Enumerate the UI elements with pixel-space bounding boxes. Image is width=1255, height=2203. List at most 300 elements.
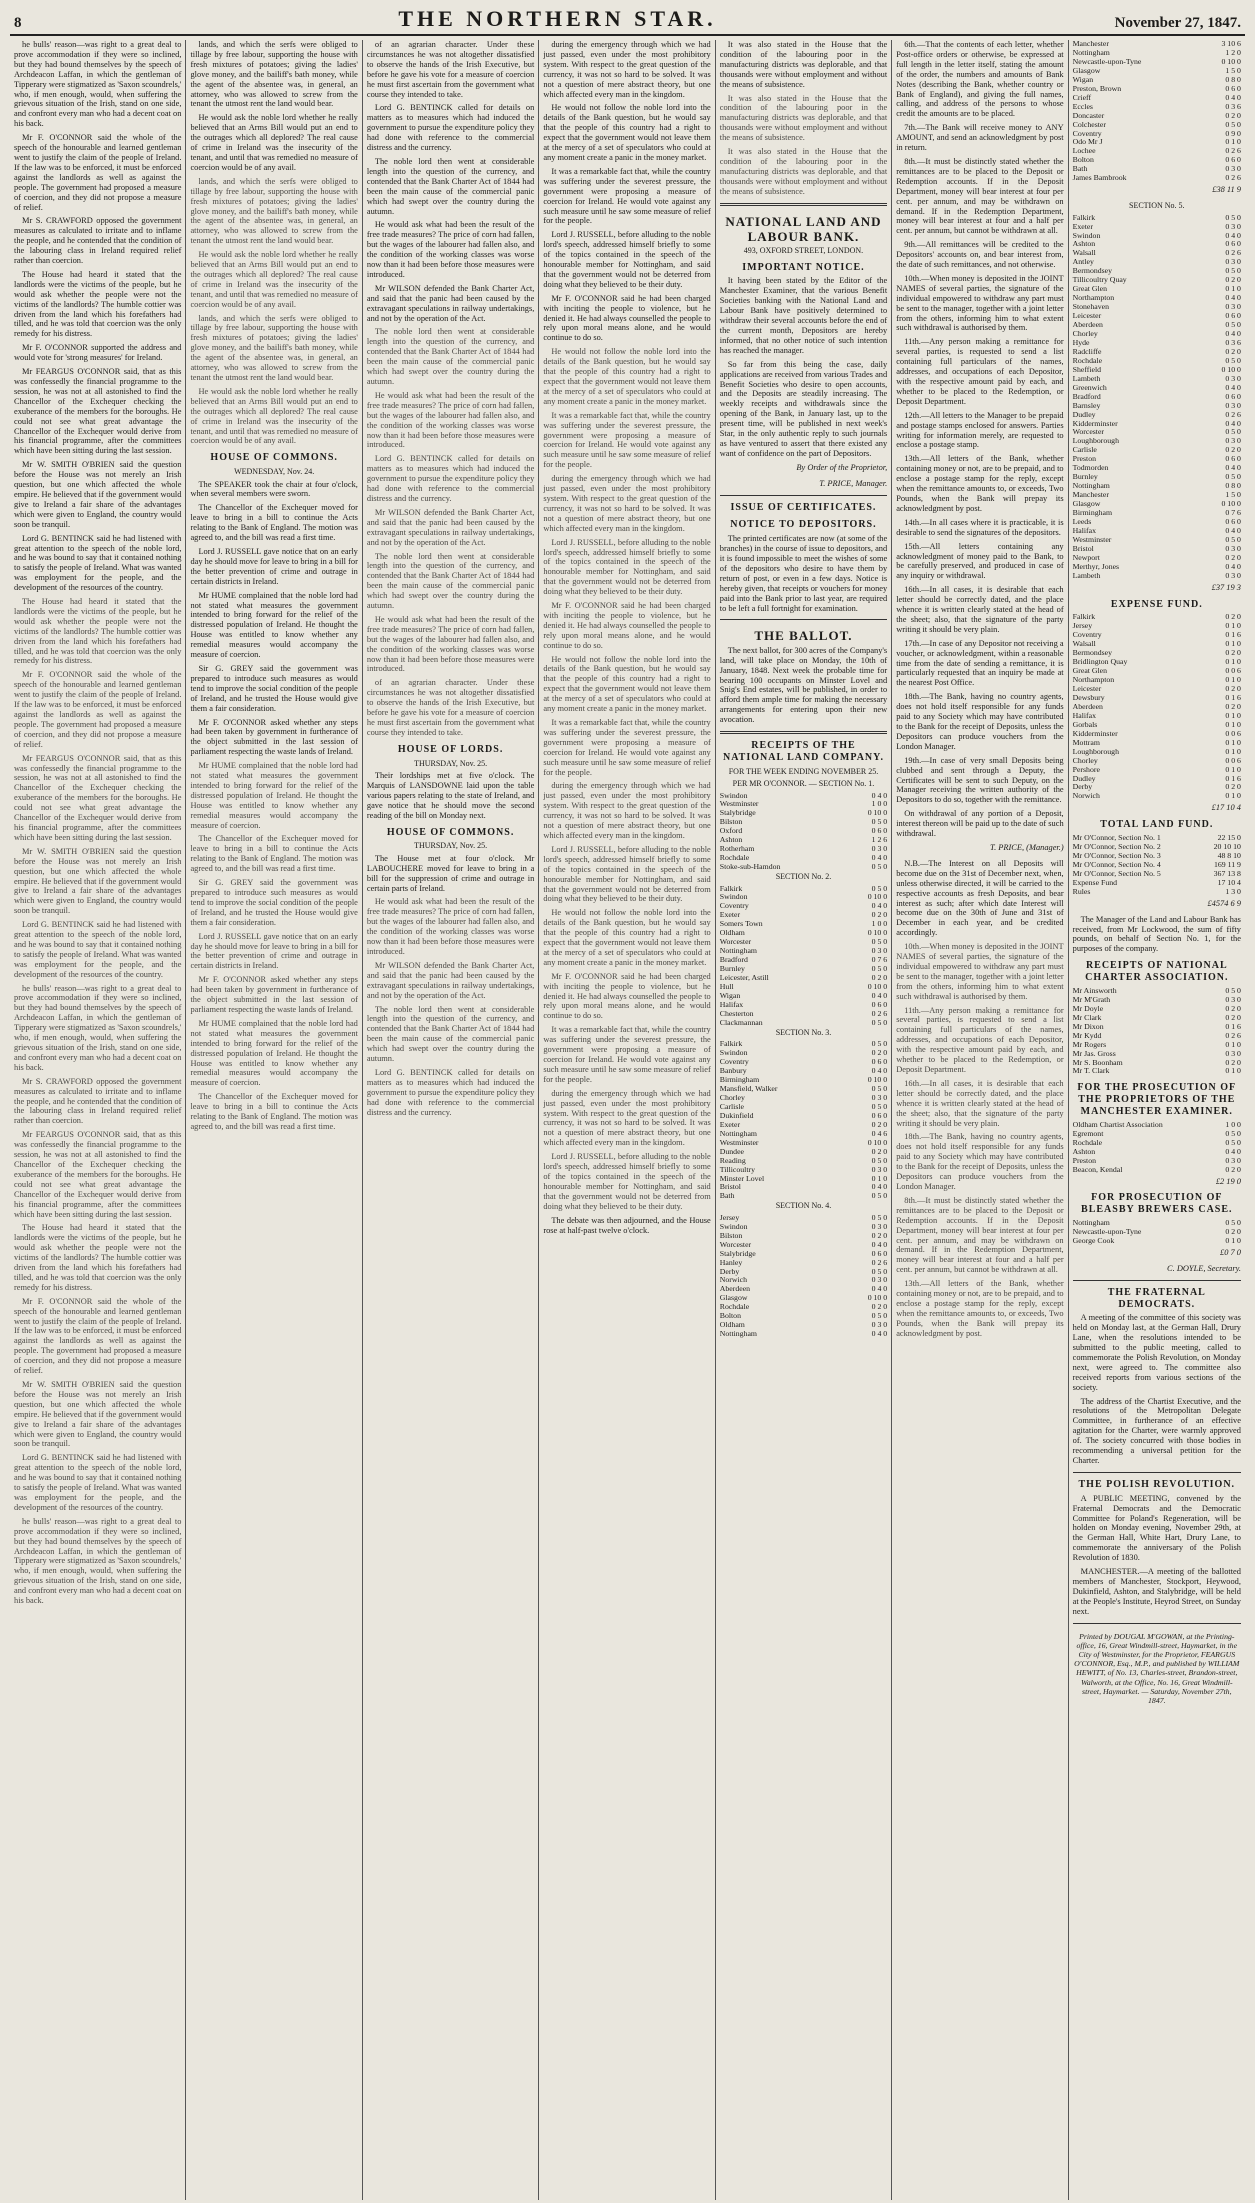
place-name: Dukinfield (719, 1110, 754, 1120)
amount: 0 3 0 (871, 1092, 888, 1102)
section-total: £38 11 9 (1212, 185, 1241, 195)
place-name: Carlisle (719, 1101, 745, 1111)
signature-line: By Order of the Proprietor, (796, 462, 888, 472)
section-total: £4574 6 9 (1207, 898, 1241, 908)
table-row (1073, 1166, 1241, 1175)
amount: 0 6 0 (1225, 239, 1241, 249)
paragraph: The Chancellor of the Exchequer moved for leave to bring in a bill to continue the Acts relating to the Bank of England. The motion was agreed to, and the bill was read a first time. (190, 1092, 358, 1131)
paragraph: Mr F. O'CONNOR asked whether any steps had been taken by government in furtherance of the object submitted in the last session of parliament respecting the waste lands of Ireland. (190, 975, 358, 1014)
rule-paragraph: 17th.—In case of any Depositor not receiving a voucher, or acknowledgment, within a reasonable time from the date of sending a remittance, it is particularly requested that an inquiry be made at the nearest Post Office. (896, 638, 1064, 688)
paragraph: Their lordships met at five o'clock. The Marquis of LANSDOWNE laid upon the table various papers relating to the state of Ireland, and gave notice that he should move the second reading of the bill on Monday next. (366, 771, 535, 820)
amount: 0 2 0 (871, 1048, 888, 1058)
place-name: Newport (1072, 552, 1100, 562)
amount: 1 2 0 (1225, 47, 1241, 57)
rule-paragraph: 9th.—All remittances will be credited to the Depositors' accounts on, and bear interest from, the date of such remittances, and not otherwise. (896, 240, 1064, 270)
paragraph: Lord G. BENTINCK called for details on matters as to measures which had induced the government to pursue the expenditure policy they had done with reference to the commercial distress and the currency. (366, 1067, 535, 1117)
paragraph: lands, and which the serfs were obliged to tillage by free labour, supporting the house with fresh mixtures of potatoes; giving the ladies' glove money, and the bailiff's bath money, while the agent of the absentee was, in general, an attorney, who was allowed to screw from the tenant the utmost rent the land would bear. (190, 176, 358, 246)
paragraph: Mr WILSON defended the Bank Charter Act, and said that the panic had been caused by the extravagant speculations in railway undertakings, and not by the operation of the Act. (366, 507, 535, 547)
amount: 0 5 0 (871, 862, 888, 872)
place-name: Beacon, Kendal (1072, 1164, 1123, 1174)
paragraph: Mr WILSON defended the Bank Charter Act, and said that the panic had been caused by the extravagant speculations in railway undertakings, and not by the operation of the Act. (366, 283, 535, 323)
section-date: THURSDAY, Nov. 25. (414, 758, 488, 768)
place-name: Worcester (719, 937, 752, 947)
table-row (1073, 232, 1241, 241)
paragraph: Lord G. BENTINCK called for details on matters as to measures which had induced the government to pursue the expenditure policy they had done with reference to the commercial distress and the currency. (366, 103, 535, 153)
amount: 0 3 0 (871, 844, 888, 854)
paragraph: Mr HUME complained that the noble lord had not stated what measures the government intended to bring forward for the relief of the distressed population of Ireland. He thought the House was entitled to know whether any remedial measures would accompany the measure of coercion. (190, 1018, 358, 1088)
paragraph: Mr W. SMITH O'BRIEN said the question before the House was not merely an Irish question, but one which affected the whole empire. He believed that if the government would give to Ireland a fair share of the advantages which were given to England, the country would soon be tranquil. (14, 1380, 182, 1449)
amount: 0 3 0 (1225, 994, 1241, 1004)
table-row (720, 992, 887, 1001)
paragraph: of an agrarian character. Under these circumstances he was not altogether dissatisfied to observe the hands of the Irish Executive, but before he gave his vote for a measure of coercion he must first ascertain from the government what course they intended to take. (366, 40, 535, 99)
place-name: Tillicoultry (719, 1164, 755, 1174)
place-name: Halifax (1072, 710, 1097, 720)
place-name: Jersey (719, 1212, 740, 1222)
place-name: Todmorden (1072, 463, 1109, 473)
paragraph: He would ask what had been the result of the free trade measures? The price of corn had fallen, but the wages of the labourer had fallen also, and the condition of the working classes was worse now than it had been before those measures were introduced. (366, 897, 535, 956)
amount: 0 3 0 (1225, 1048, 1241, 1058)
amount: 0 5 0 (1225, 266, 1241, 276)
amount: 0 2 0 (871, 1146, 888, 1156)
receipts-table (720, 792, 887, 873)
place-name: Hanley (719, 1257, 743, 1267)
place-name: Mr Rogers (1072, 1039, 1107, 1049)
place-name: Lochee (1072, 146, 1096, 156)
amount: 0 5 0 (1225, 472, 1241, 482)
paragraph: The House had heard it stated that the landlords were the victims of the people, but he would ask whether the people were not the victims of the landlords? The humble cottier was driven from the land which his forefathers had tilled, and he was told that coercion was the only remedy for his distress. (14, 1223, 182, 1292)
place-name: Glasgow (719, 1293, 748, 1303)
table-row (1073, 1139, 1241, 1148)
place-name: Jersey (1072, 621, 1093, 631)
rule-paragraph: 8th.—It must be distinctly stated whether the remittances are to be placed to the Deposit or Redemption accounts. If in the Deposit Department, money will bear interest at four per cent. per annum, and may be withdrawn on demand. If in the Redemption Department, money will bear interest at four and a half per cent. per annum, but cannot be withdrawn at all. (896, 156, 1064, 236)
column-7 (1069, 40, 1245, 2200)
paragraph: Mr F. O'CONNOR said he had been charged with inciting the people to violence, but he denied it. He had always counselled the people to rely upon moral means alone, and he would continue to do so. (543, 601, 711, 650)
amount: 0 2 0 (1225, 110, 1241, 120)
amount: 0 5 0 (871, 1083, 888, 1093)
place-name: Great Glen (1072, 284, 1108, 294)
amount: 0 6 0 (871, 1110, 888, 1120)
rule-paragraph: 10th.—When money is deposited in the JOINT NAMES of several parties, the signature of the individual empowered to withdraw any part must be sent to the manager, together with a joint letter from the others, informing him to what extent such withdrawal is authorised by them. (896, 273, 1064, 333)
paragraph: Mr F. O'CONNOR asked whether any steps had been taken by government in furtherance of the object submitted in the last session of parliament respecting the waste lands of Ireland. (190, 717, 358, 757)
table-row (1073, 402, 1241, 411)
receipts-table (1073, 214, 1241, 581)
place-name: Mr O'Connor, Section No. 5 (1072, 868, 1161, 878)
amount: 0 2 0 (871, 1302, 888, 1312)
amount: 0 4 0 (871, 901, 888, 911)
place-name: Lambeth (1072, 373, 1101, 383)
place-name: Minster Lovel (719, 1173, 765, 1183)
place-name: Halifax (719, 999, 744, 1009)
amount: 1 0 0 (871, 919, 888, 929)
amount: 0 5 0 (1225, 1128, 1241, 1138)
place-name: Newcastle-upon-Tyne (1072, 1226, 1142, 1236)
paragraph: Lord J. RUSSELL, before alluding to the noble lord's speech, addressed himself briefly to some of the topics contained in the speech of the honourable member for Nottingham, and said that the government would not be deterred from doing what they believed to be their duty. (543, 1152, 711, 1211)
place-name: Bermondsey (1072, 648, 1113, 658)
paragraph: 10th.—When money is deposited in the JOINT NAMES of several parties, the signature of the individual empowered to withdraw any part must be sent to the manager, together with a joint letter from the others, informing him to what extent such withdrawal is authorised by them. (896, 942, 1064, 1001)
rule-paragraph: 13th.—All letters of the Bank, whether containing money or not, are to be prepaid, and to enclose a postage stamp for the reply, except when the remittance amounts to, or exceeds, Two Pounds, when the Bank will prepay its acknowledgment by post. (896, 454, 1064, 513)
amount: 0 4 0 (1225, 92, 1241, 102)
place-name: Banbury (719, 1066, 747, 1076)
place-name: Nottingham (719, 1128, 757, 1138)
amount: 0 10 0 (867, 928, 888, 938)
divider (1073, 1472, 1241, 1473)
receipts-heading: RECEIPTS OF THE NATIONAL LAND COMPANY. (722, 740, 884, 763)
paragraph: He would ask what had been the result of the free trade measures? The price of corn had fallen, but the wages of the labourer had fallen also, and the condition of the working classes was worse now than it had been before those measures were introduced. (366, 220, 535, 279)
paragraph: Mr HUME complained that the noble lord had not stated what measures the government intended to bring forward for the relief of the distressed population of Ireland. He thought the House was entitled to know whether any remedial measures would accompany the measure of coercion. (190, 761, 358, 830)
paragraph: The Chancellor of the Exchequer moved for leave to bring in a bill to continue the Acts relating to the Bank of England. The motion was agreed to, and the bill was read a first time. (190, 834, 358, 874)
place-name: Burnley (1072, 472, 1098, 482)
amount: 0 3 0 (871, 946, 888, 956)
amount: 0 2 0 (1225, 1003, 1241, 1013)
amount: 0 5 0 (871, 817, 888, 827)
paragraph: Lord J. RUSSELL, before alluding to the noble lord's speech, addressed himself briefly to some of the topics contained in the speech of the honourable member for Nottingham, and said that the government would not be deterred from doing what they believed to be their duty. (543, 230, 711, 289)
amount: 0 2 0 (871, 973, 888, 983)
paragraph: Lord G. BENTINCK said he had listened with great attention to the speech of the noble lord, and he was bound to say that it contained nothing to satisfy the people of Ireland. What was wanted was employment for the people, and the development of the resources of the country. (14, 920, 182, 979)
receipts-table (1073, 834, 1241, 897)
section-heading: THE POLISH REVOLUTION. (1078, 1478, 1236, 1490)
amount: 0 3 0 (1225, 1155, 1241, 1165)
amount: 0 1 6 (1225, 1021, 1241, 1031)
amount: 0 10 0 (867, 982, 888, 991)
place-name: Colchester (1072, 119, 1106, 129)
amount: 0 4 6 (871, 1128, 888, 1138)
place-name: Falkirk (719, 1039, 743, 1049)
paragraph: He would ask the noble lord whether he really believed that an Arms Bill would put an end to the outrages which all deplored? The real cause of crime in Ireland was the insecurity of the tenant, and until that was remedied no measure of coercion would be of any avail. (190, 386, 358, 446)
amount: 0 4 0 (1225, 230, 1241, 240)
table-row (1073, 214, 1241, 223)
section-total: £2 19 0 (1215, 1176, 1241, 1186)
place-name: Leicester (1072, 311, 1102, 321)
place-name: Mr Clark (1072, 1012, 1102, 1022)
table-row (1073, 1148, 1241, 1157)
section-date: THURSDAY, Nov. 25. (414, 841, 488, 851)
place-name: Aberdeen (1072, 701, 1103, 711)
amount: 0 7 6 (871, 955, 888, 965)
table-row (1073, 147, 1241, 156)
place-name: Nottingham (1072, 481, 1110, 491)
receipts-table (1073, 987, 1241, 1077)
paragraph: He would ask what had been the result of the free trade measures? The price of corn had fallen, but the wages of the labourer had fallen also, and the condition of the working classes was worse now than it had been before those measures were introduced. (366, 390, 535, 450)
paragraph: It was also stated in the House that the condition of the labouring poor in the manufacturing districts was deplorable, and that thousands were without employment and without the means of subsistence. (719, 93, 888, 143)
paragraph: Sir G. GREY said the government was prepared to introduce such measures as would tend to improve the social condition of the people of Ireland, and he trusted the House would give them a fair consideration. (190, 878, 358, 927)
place-name: Mansfield, Walker (719, 1083, 778, 1093)
place-name: Bermondsey (1072, 266, 1113, 276)
rule-paragraph: 12th.—All letters to the Manager to be prepaid and postage stamps enclosed for answers. Parties writing for information merely, are requested to enclose a postage stamp. (896, 410, 1064, 450)
place-name: Falkirk (1072, 212, 1096, 222)
section-heading: FOR PROSECUTION OF BLEASBY BREWERS CASE. (1081, 1192, 1233, 1216)
table-row (1073, 156, 1241, 165)
place-name: Merthyr, Jones (1072, 561, 1120, 571)
amount: 1 2 6 (871, 835, 888, 845)
place-name: Preston (1072, 1155, 1097, 1165)
amount: 0 1 0 (1225, 764, 1241, 774)
amount: 0 5 0 (1225, 985, 1241, 995)
place-name: Leicester, Astill (719, 973, 769, 983)
place-name: Exeter (719, 1119, 741, 1129)
amount: 0 2 6 (871, 1257, 888, 1267)
place-name: Mr O'Connor, Section No. 2 (1072, 842, 1161, 852)
table-row (720, 902, 887, 911)
place-name: Doncaster (1072, 110, 1105, 120)
paragraph: It was a remarkable fact that, while the country was suffering under the severest pressure, the government were proposing a measure of coercion for Ireland. He would vote against any such measure until he saw some measure of relief for the people. (543, 166, 711, 226)
place-name: Egremont (1072, 1128, 1104, 1138)
place-name: Mr Doyle (1072, 1003, 1104, 1013)
place-name: Radcliffe (1072, 346, 1102, 356)
rule-paragraph: 14th.—In all cases where it is practicable, it is desirable to send the signatures of the depositors. (896, 517, 1064, 537)
amount: 0 1 0 (1225, 791, 1241, 801)
place-name: Wigan (1072, 74, 1094, 84)
table-row (720, 983, 887, 992)
place-name: Lambeth (1072, 570, 1101, 580)
place-name: Rochdale (719, 1302, 750, 1312)
amount: 0 5 0 (1225, 320, 1241, 330)
paragraph: during the emergency through which we had just passed, even under the most prohibitory system. With respect to the great question of the currency, it was not so hard to be solved. It was not a question of mere abstract theory, but one which affected every man in the kingdom. (543, 1088, 711, 1148)
amount: 0 3 6 (1225, 337, 1241, 347)
receipts-table (1073, 1219, 1241, 1246)
table-row (1073, 94, 1241, 103)
amount: 1 0 0 (1225, 1119, 1241, 1129)
amount: 1 5 0 (1225, 65, 1241, 75)
place-name: Bradford (1072, 391, 1101, 401)
amount: 0 1 0 (1225, 137, 1241, 147)
amount: 0 4 0 (1225, 418, 1241, 428)
amount: 0 5 0 (1225, 1218, 1241, 1228)
column-1 (10, 40, 186, 2200)
place-name: Walsall (1072, 639, 1096, 649)
amount: 0 6 0 (1225, 311, 1241, 321)
amount: 0 4 0 (1225, 463, 1241, 473)
place-name: Leeds (1072, 517, 1092, 526)
table-row (1073, 174, 1241, 183)
amount: 0 2 0 (1225, 346, 1241, 356)
amount: 0 3 0 (1225, 302, 1241, 312)
amount: 0 6 0 (871, 826, 888, 836)
amount: 0 9 0 (1225, 128, 1241, 138)
amount: 0 1 0 (1225, 1235, 1241, 1245)
paragraph: he bulls' reason—was right to a great deal to prove accommodation if they were so inclined, but they had bound themselves by the speech of Archdeacon Laffan, in which the gentleman of Tipperary were stigmatized as 'Saxon scoundrels,' who, if men enough, would, when suffering the grievous situation of the Irish, stand on one side, and confront every man who had a decent coat on his back. (14, 983, 182, 1072)
columns (10, 40, 1245, 2200)
amount: 0 2 0 (1225, 1226, 1241, 1236)
receipts-table (1073, 1121, 1241, 1175)
amount: 0 5 0 (1225, 1137, 1241, 1147)
place-name: Bath (719, 1191, 735, 1201)
place-name: Mr O'Connor, Section No. 3 (1072, 851, 1161, 860)
amount: 0 4 0 (1225, 328, 1241, 338)
place-name: Ashton (1072, 1146, 1096, 1156)
issue-date: November 27, 1847. (1114, 15, 1241, 31)
place-name: Walsall (1072, 248, 1096, 258)
table-row (1073, 509, 1241, 518)
amount: 0 10 0 (867, 1293, 888, 1303)
rule-paragraph: 16th.—In all cases, it is desirable that each letter should be correctly dated, and the place whence it is written clearly stated at the head of the sheet; also, that the signature of the party writing it should be very plain. (896, 585, 1064, 634)
paragraph: He would not follow the noble lord into the details of the Bank question, but he would say that the people of this country had a right to expect that the government would not leave them at the mercy of a set of speculators who could at any moment create a panic in the money market. (543, 908, 711, 967)
place-name: Exeter (1072, 221, 1093, 231)
paragraph: Mr S. CRAWFORD opposed the government measures as calculated to irritate and to inflame the people, and he contended that the condition of the labouring class in Ireland required relief rather than coercion. (14, 1076, 182, 1126)
column-2 (186, 40, 362, 2200)
paragraph: Lord G. BENTINCK said he had listened with great attention to the speech of the noble lord, and he was bound to say that it contained nothing to satisfy the people of Ireland. What was wanted was employment for the people, and the development of the resources of the country. (14, 1453, 182, 1512)
amount: 0 2 6 (1225, 409, 1241, 419)
paragraph: The printed certificates are now (at some of the branches) in the course of issue to depositors, and it is found impossible to meet the wishes of some of the depositors who desire to have them by return of post, or even in a few days. Notice is hereby given, that receipts or vouchers for money paid into the Bank prior to last year, are required to be left a full fortnight for examination. (719, 534, 888, 613)
amount: 0 5 0 (1225, 119, 1241, 129)
section-label: SECTION No. 2. (775, 872, 832, 882)
paragraph: during the emergency through which we had just passed, even under the most prohibitory system. With respect to the great question of the currency, it was not so hard to be solved. It was not a question of mere abstract theory, but one which affected every man in the kingdom. (543, 474, 711, 533)
amount: 0 2 6 (1225, 173, 1241, 183)
amount: 0 4 0 (871, 1284, 888, 1294)
table-row (720, 1139, 887, 1148)
place-name: Dudley (1072, 773, 1096, 783)
amount: 0 4 0 (1225, 1146, 1241, 1156)
place-name: Northampton (1072, 675, 1115, 685)
amount: 0 0 6 (1225, 666, 1241, 676)
paragraph: The debate was then adjourned, and the House rose at half-past twelve o'clock. (543, 1215, 711, 1235)
place-name: Leicester (1072, 684, 1102, 693)
paragraph: It was a remarkable fact that, while the country was suffering under the severest pressure, the government were proposing a measure of coercion for Ireland. He would vote against any such measure until he saw some measure of relief for the people. (543, 410, 711, 470)
amount: 0 7 6 (1225, 508, 1241, 518)
table-row (720, 1223, 887, 1232)
table-row (1073, 67, 1241, 76)
place-name: Stonehaven (1072, 302, 1110, 312)
table-row (1073, 613, 1241, 622)
paragraph: lands, and which the serfs were obliged to tillage by free labour, supporting the house with fresh mixtures of potatoes; giving the ladies' glove money, and the bailiff's bath money, while the agent of the absentee was, in general, an attorney, who was allowed to screw from the tenant the utmost rent the land would bear. (190, 313, 358, 382)
paragraph: It was also stated in the House that the condition of the labouring poor in the manufacturing districts was deplorable, and that thousands were without employment and without the means of subsistence. (719, 40, 888, 89)
amount: 0 2 0 (1225, 612, 1241, 622)
paragraph: The address of the Chartist Executive, and the resolutions of the Metropolitan Delegate Committee, in furtherance of an effective agitation for the Charter, were warmly approved of. The society concurred with those bodies in recommending a universal petition for the Charter. (1072, 1396, 1241, 1465)
paragraph: A meeting of the committee of this society was held on Monday last, at the German Hall, Drury Lane, when the resolutions intended to be submitted to the public meeting, called to commemorate the Polish Revolution, on Monday next, were agreed to. The committee also received reports from various sections of the society. (1072, 1313, 1241, 1392)
amount: 169 11 9 (1213, 859, 1241, 869)
amount: 0 4 0 (1225, 561, 1241, 571)
place-name: Coventry (1072, 128, 1102, 138)
place-name: Exeter (719, 910, 741, 920)
amount: 0 2 0 (871, 910, 888, 920)
section-heading: NOTICE TO DEPOSITORS. (730, 519, 877, 531)
amount: 0 5 0 (871, 883, 888, 893)
amount: 0 10 0 (867, 892, 888, 902)
amount: 0 1 0 (1225, 284, 1241, 294)
divider (720, 619, 887, 620)
divider (720, 495, 887, 496)
section-label: SECTION No. 5. (1129, 201, 1185, 211)
section-heading: ISSUE OF CERTIFICATES. (730, 501, 877, 513)
table-row (1073, 536, 1241, 545)
place-name: Birmingham (719, 1075, 760, 1085)
paragraph: Sir G. GREY said the government was prepared to introduce such measures as would tend to improve the social condition of the people of Ireland, and he trusted the House would give them a fair consideration. (190, 663, 358, 713)
divider (720, 203, 887, 206)
amount: 0 1 0 (1225, 1039, 1241, 1049)
amount: 0 5 0 (871, 1191, 888, 1201)
section-heading: HOUSE OF LORDS. (397, 743, 504, 755)
table-row (1073, 330, 1241, 339)
printer-imprint: Printed by DOUGAL M'GOWAN, at the Printing-office, 16, Great Windmill-street, Haymarket, in the City of Westminster, for the Proprietor, FEARGUS O'CONNOR, Esq., M.P., and published by WILLIAM HEWITT, of No. 13, Charles-street, Brandon-street, Walworth, at the Office, No. 16, Great Windmill-street, Haymarket. — Saturday, November 27th, 1847. (1074, 1631, 1240, 1705)
amount: 48 8 10 (1217, 851, 1241, 860)
amount: 0 2 6 (1225, 248, 1241, 258)
place-name: Westminster (719, 799, 759, 809)
section-date: WEDNESDAY, Nov. 24. (234, 467, 315, 477)
place-name: Swindon (1072, 230, 1101, 240)
place-name: Dudley (1072, 409, 1096, 419)
amount: 0 5 0 (1225, 212, 1241, 222)
amount: 0 4 0 (1225, 293, 1241, 303)
amount: 0 5 0 (871, 1311, 888, 1321)
place-name: Mr Kydd (1072, 1030, 1102, 1040)
place-name: Nottingham (719, 946, 757, 956)
receipts-table (720, 885, 887, 1028)
amount: 0 3 0 (1225, 373, 1241, 383)
table-row (720, 1250, 887, 1259)
amount: 0 3 0 (1225, 570, 1241, 580)
amount: 0 10 0 (867, 808, 888, 818)
amount: 0 6 0 (1225, 83, 1241, 93)
table-row (720, 1303, 887, 1312)
amount: 0 1 0 (1225, 675, 1241, 685)
amount: 0 2 0 (1225, 782, 1241, 792)
table-row (720, 827, 887, 836)
paragraph: Mr FEARGUS O'CONNOR said, that as this was confessedly the financial programme to the session, he was not at all astonished to find the Chancellor of the Exchequer checking the exuberance of the members for the boroughs. He could not see what great advantage the Chancellor of the Exchequer would derive from his financial programme, after the committees which have been sitting during the last session. (14, 753, 182, 842)
paragraph: Mr S. CRAWFORD opposed the government measures as calculated to irritate and to inflame the people, and he contended that the condition of the labouring class in Ireland required relief rather than coercion. (14, 216, 182, 266)
amount: 0 3 0 (871, 1275, 888, 1285)
amount: 0 5 0 (871, 1266, 888, 1276)
place-name: Birmingham (1072, 508, 1113, 518)
section-label: SECTION No. 3. (775, 1027, 832, 1037)
table-row (720, 818, 887, 827)
paragraph: Lord G. BENTINCK called for details on matters as to measures which had induced the government to pursue the expenditure policy they had done with reference to the commercial distress and the currency. (366, 454, 535, 503)
amount: 0 3 0 (871, 1164, 888, 1174)
divider (720, 731, 887, 734)
secretary-signature: C. DOYLE, Secretary. (1167, 1263, 1241, 1273)
amount: 0 5 0 (1225, 355, 1241, 365)
bank-address: 493, OXFORD STREET, LONDON. (743, 246, 864, 256)
amount: 367 13 8 (1213, 868, 1241, 878)
amount: 0 2 6 (1225, 146, 1241, 156)
place-name: Somers Town (719, 919, 763, 929)
amount: 0 6 0 (1225, 454, 1241, 464)
amount: 0 5 0 (871, 937, 888, 947)
amount: 0 1 0 (1225, 710, 1241, 720)
paragraph: of an agrarian character. Under these circumstances he was not altogether dissatisfied to observe the hands of the Irish Executive, but before he gave his vote for a measure of coercion he must first ascertain from the government what course they intended to take. (366, 678, 535, 737)
amount: 1 0 0 (871, 799, 888, 809)
place-name: Barnsley (1072, 400, 1101, 410)
amount: 0 2 0 (871, 1230, 888, 1240)
amount: 0 2 0 (871, 1119, 888, 1129)
rule-paragraph: 18th.—The Bank, having no country agents, does not hold itself responsible for any funds paid to any Society which may have contributed to the Bank for the receipt of Deposits, unless the Depositors can produce vouchers from the London Manager. (896, 692, 1064, 751)
paragraph: Lord J. RUSSELL, before alluding to the noble lord's speech, addressed himself briefly to some of the topics contained in the speech of the honourable member for Nottingham, and said that the government would not be deterred from doing what they believed to be their duty. (543, 844, 711, 904)
paragraph: The Manager of the Land and Labour Bank has received, from Mr Lockwood, the sum of fifty pounds, on behalf of Section No. 1, for the purposes of the company. (1072, 914, 1241, 954)
place-name: Rochdale (1072, 355, 1103, 365)
place-name: Rochdale (719, 853, 750, 863)
place-name: Stalybridge (719, 808, 756, 818)
amount: 0 3 0 (1225, 543, 1241, 553)
amount: 0 2 6 (1225, 1030, 1241, 1040)
place-name: George Cook (1072, 1235, 1115, 1245)
amount: 17 10 4 (1217, 877, 1241, 887)
amount: 0 5 0 (871, 1039, 888, 1049)
place-name: Chorley (719, 1092, 745, 1102)
amount: 0 3 0 (1225, 221, 1241, 231)
place-name: Preston (1072, 454, 1097, 464)
paragraph: Mr FEARGUS O'CONNOR said, that as this was confessedly the financial programme to the session, he was not at all astonished to find the Chancellor of the Exchequer checking the exuberance of the members for the boroughs. He could not see what great advantage the Chancellor of the Exchequer would derive from his financial programme, after the committees which have been sitting during the last session. (14, 1130, 182, 1219)
place-name: Bolton (719, 1311, 741, 1321)
amount: 0 2 0 (1225, 275, 1241, 285)
section-label: SECTION No. 4. (775, 1201, 832, 1211)
amount: 0 1 0 (1225, 746, 1241, 756)
place-name: Westminster (719, 1137, 759, 1147)
paragraph: 8th.—It must be distinctly stated whether the remittances are to be placed to the Deposit or Redemption accounts. If in the Deposit Department, money will bear interest at four per cent. per annum, and may be withdrawn on demand. If in the Redemption Department, money will bear interest at four and a half per cent. per annum, but cannot be withdrawn at all. (896, 1195, 1064, 1275)
amount: 0 5 0 (871, 1101, 888, 1111)
paragraph: 16th.—In all cases, it is desirable that each letter should be correctly dated, and the place whence it is written clearly stated at the head of the sheet; also, that the signature of the party writing it should be very plain. (896, 1078, 1064, 1128)
amount: 20 10 10 (1213, 842, 1241, 852)
place-name: Odo Mr J (1072, 137, 1103, 147)
amount: 0 4 0 (1225, 525, 1241, 535)
place-name: Tillicoultry Quay (1072, 275, 1127, 285)
